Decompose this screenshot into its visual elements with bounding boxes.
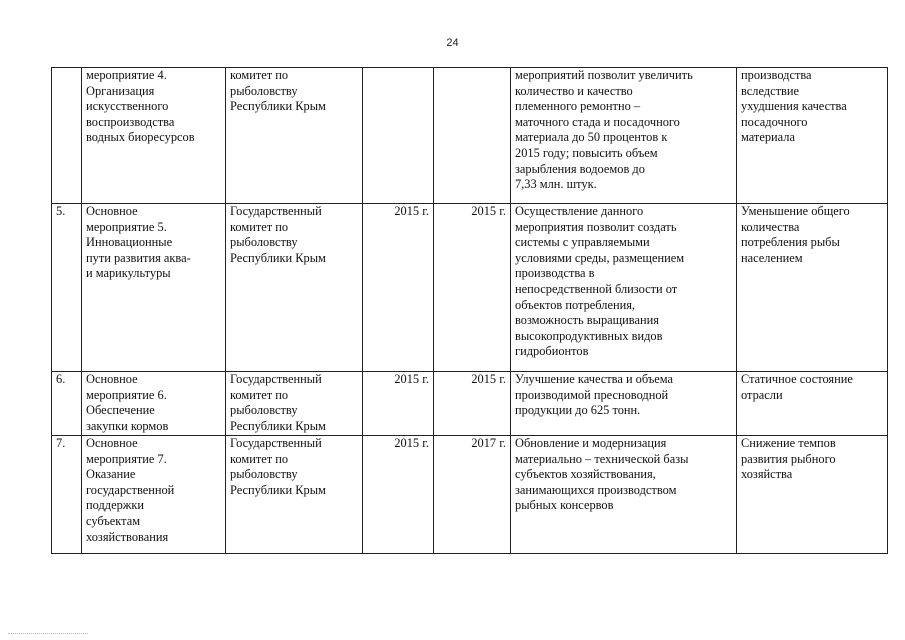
- consequence-cell: Уменьшение общего количества потребления рыбы населением: [737, 204, 888, 372]
- table-row: [52, 204, 888, 372]
- executor-cell: Государственный комитет по рыболовству Республики Крым: [226, 204, 363, 372]
- start-year-cell: 2015 г.: [363, 436, 434, 554]
- row-number-cell: 7.: [52, 436, 82, 554]
- expected-result-cell: Осуществление данного мероприятия позволит создать системы с управляемыми условиями среды, размещением производства в непосредственной близости от объектов потребления, возможность выращивания высокопродуктивных видов гидробионтов: [511, 204, 737, 372]
- row-number-cell: 6.: [52, 372, 82, 436]
- scan-artifact: [8, 633, 88, 636]
- expected-result-cell: мероприятий позволит увеличить количество и качество племенного ремонтно – маточного стада и посадочного материала до 50 процентов к 2015 году; повысить объем зарыбления водоемов до 7,33 млн. штук.: [511, 68, 737, 204]
- row-number-cell: [52, 68, 82, 204]
- consequence-cell: Снижение темпов развития рыбного хозяйства: [737, 436, 888, 554]
- row-number-cell: 5.: [52, 204, 82, 372]
- table-row: [52, 436, 888, 554]
- end-year-cell: 2015 г.: [434, 372, 511, 436]
- activity-name-cell: мероприятие 4. Организация искусственного воспроизводства водных биоресурсов: [82, 68, 226, 204]
- start-year-cell: 2015 г.: [363, 372, 434, 436]
- activity-name-cell: Основное мероприятие 6. Обеспечение закупки кормов: [82, 372, 226, 436]
- table-row: [52, 68, 888, 204]
- activity-name-cell: Основное мероприятие 5. Инновационные пути развития аква- и марикультуры: [82, 204, 226, 372]
- activity-name-cell: Основное мероприятие 7. Оказание государственной поддержки субъектам хозяйствования: [82, 436, 226, 554]
- end-year-cell: 2015 г.: [434, 204, 511, 372]
- expected-result-cell: Обновление и модернизация материально – технической базы субъектов хозяйствования, занимающихся производством рыбных консервов: [511, 436, 737, 554]
- start-year-cell: 2015 г.: [363, 204, 434, 372]
- end-year-cell: [434, 68, 511, 204]
- executor-cell: комитет по рыболовству Республики Крым: [226, 68, 363, 204]
- page-number: 24: [446, 37, 459, 49]
- consequence-cell: производства вследствие ухудшения качества посадочного материала: [737, 68, 888, 204]
- program-activities-table: [51, 67, 888, 554]
- end-year-cell: 2017 г.: [434, 436, 511, 554]
- start-year-cell: [363, 68, 434, 204]
- expected-result-cell: Улучшение качества и объема производимой пресноводной продукции до 625 тонн.: [511, 372, 737, 436]
- table-row: [52, 372, 888, 436]
- executor-cell: Государственный комитет по рыболовству Республики Крым: [226, 372, 363, 436]
- consequence-cell: Статичное состояние отрасли: [737, 372, 888, 436]
- executor-cell: Государственный комитет по рыболовству Республики Крым: [226, 436, 363, 554]
